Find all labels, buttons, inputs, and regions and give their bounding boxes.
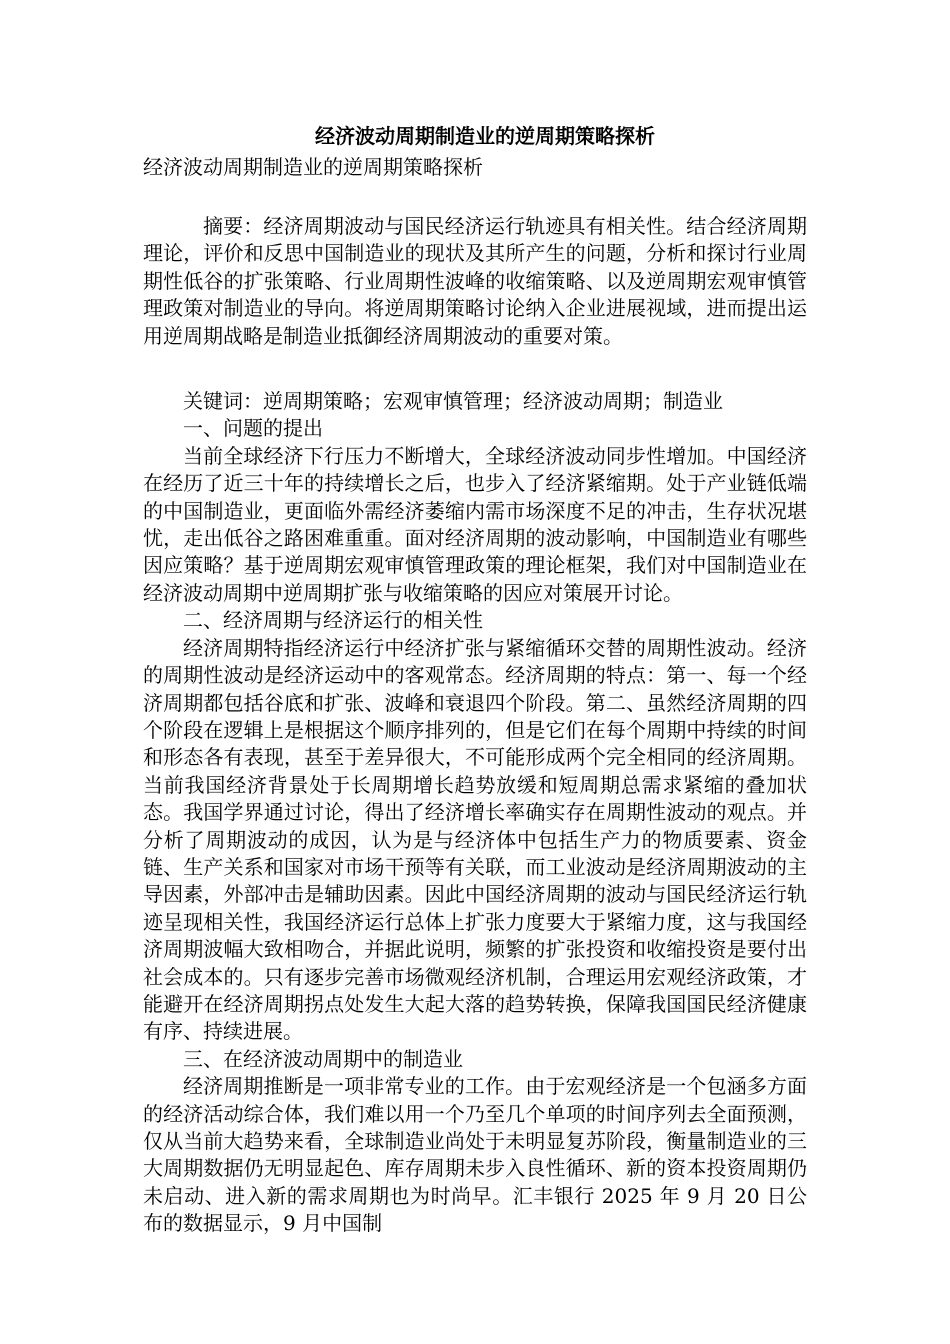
document-page bbox=[143, 120, 807, 1238]
spacer bbox=[143, 350, 807, 388]
section-3-heading: 三、在经济波动周期中的制造业 bbox=[183, 1046, 463, 1071]
document-subtitle: 经济波动周期制造业的逆周期策略探析 bbox=[143, 155, 483, 179]
section-3-paragraph: 经济周期推断是一项非常专业的工作。由于宏观经济是一个包涵多方面的经济活动综合体，我们难以用一个乃至几个单项的时间序列去全面预测，仅从当前大趋势来看，全球制造业尚处于未明显复苏阶段，衡量制造业的三大周期数据仍无明显起色、库存周期未步入良性循环、新的资本投资周期仍未启动、进入新的需求周期也为时尚早。汇丰银行 2025 年 9 月 20 日公布的数据显示，9 月中国制 bbox=[143, 1074, 807, 1236]
document-title: 经济波动周期制造业的逆周期策略探析 bbox=[315, 124, 655, 148]
spacer bbox=[143, 182, 807, 213]
section-1-heading: 一、问题的提出 bbox=[183, 416, 323, 441]
section-1-paragraph: 当前全球经济下行压力不断增大，全球经济波动同步性增加。中国经济在经历了近三十年的持续增长之后，也步入了经济紧缩期。处于产业链低端的中国制造业，更面临外需经济萎缩内需市场深度不足的冲击，生存状况堪忧，走出低谷之路困难重重。面对经济周期的波动影响，中国制造业有哪些因应策略？基于逆周期宏观审慎管理政策的理论框架，我们对中国制造业在经济波动周期中逆周期扩张与收缩策略的因应对策展开讨论。 bbox=[143, 443, 807, 605]
section-2-paragraph: 经济周期特指经济运行中经济扩张与紧缩循环交替的周期性波动。经济的周期性波动是经济运动中的客观常态。经济周期的特点：第一、每一个经济周期都包括谷底和扩张、波峰和衰退四个阶段。第二、虽然经济周期的四个阶段在逻辑上是根据这个顺序排列的，但是它们在每个周期中持续的时间和形态各有表现，甚至于差异很大，不可能形成两个完全相同的经济周期。当前我国经济背景处于长周期增长趋势放缓和短周期总需求紧缩的叠加状态。我国学界通过讨论，得出了经济增长率确实存在周期性波动的观点。并分析了周期波动的成因，认为是与经济体中包括生产力的物质要素、资金链、生产关系和国家对市场干预等有关联，而工业波动是经济周期波动的主导因素，外部冲击是辅助因素。因此中国经济周期的波动与国民经济运行轨迹呈现相关性，我国经济运行总体上扩张力度要大于紧缩力度，这与我国经济周期波幅大致相吻合，并据此说明，频繁的扩张投资和收缩投资是要付出社会成本的。只有逐步完善市场微观经济机制，合理运用宏观经济政策，才能避开在经济周期拐点处发生大起大落的趋势转换，保障我国国民经济健康有序、持续进展。 bbox=[143, 635, 807, 1044]
section-2-heading: 二、经济周期与经济运行的相关性 bbox=[183, 608, 483, 633]
keywords-line: 关键词：逆周期策略；宏观审慎管理；经济波动周期；制造业 bbox=[183, 389, 723, 414]
abstract-paragraph: 摘要：经济周期波动与国民经济运行轨迹具有相关性。结合经济周期理论，评价和反思中国制造业的现状及其所产生的问题，分析和探讨行业周期性低谷的扩张策略、行业周期性波峰的收缩策略、以及逆周期宏观审慎管理政策对制造业的导向。将逆周期策略讨论纳入企业进展视域，进而提出运用逆周期战略是制造业抵御经济周期波动的重要对策。 bbox=[143, 214, 807, 348]
